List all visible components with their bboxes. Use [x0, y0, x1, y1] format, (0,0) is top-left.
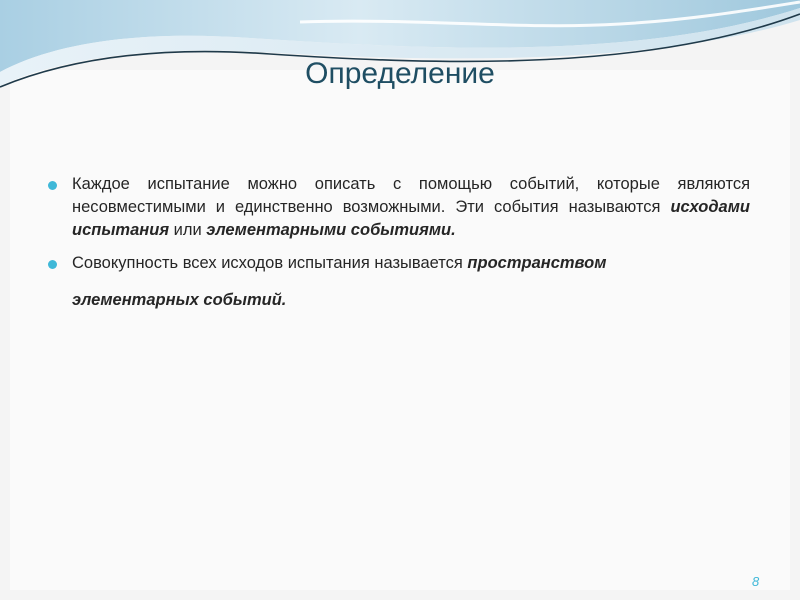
term-space: пространством [467, 254, 607, 272]
term-elementary-events: элементарными событиями. [206, 221, 456, 239]
bullet-dot-icon [48, 181, 57, 190]
content-panel [10, 70, 790, 590]
bullet-text: или [169, 221, 207, 239]
bullet-dot-icon [48, 260, 57, 269]
bullet-item [46, 173, 750, 242]
term-space-continuation: элементарных событий. [72, 291, 287, 309]
bullet-text: Совокупность всех исходов испытания называется [72, 254, 468, 272]
bullet-item [46, 252, 750, 312]
slide-title: Определение [305, 57, 495, 90]
bullet-text: Каждое испытание можно описать с помощью событий, которые являются несовместимыми и единственно возможными. Эти события называются [72, 175, 750, 216]
wave-header-decoration [0, 0, 800, 110]
term-outcomes: исходами испытания [72, 198, 750, 239]
page-number: 8 [752, 574, 760, 589]
bullet-list [46, 173, 750, 312]
